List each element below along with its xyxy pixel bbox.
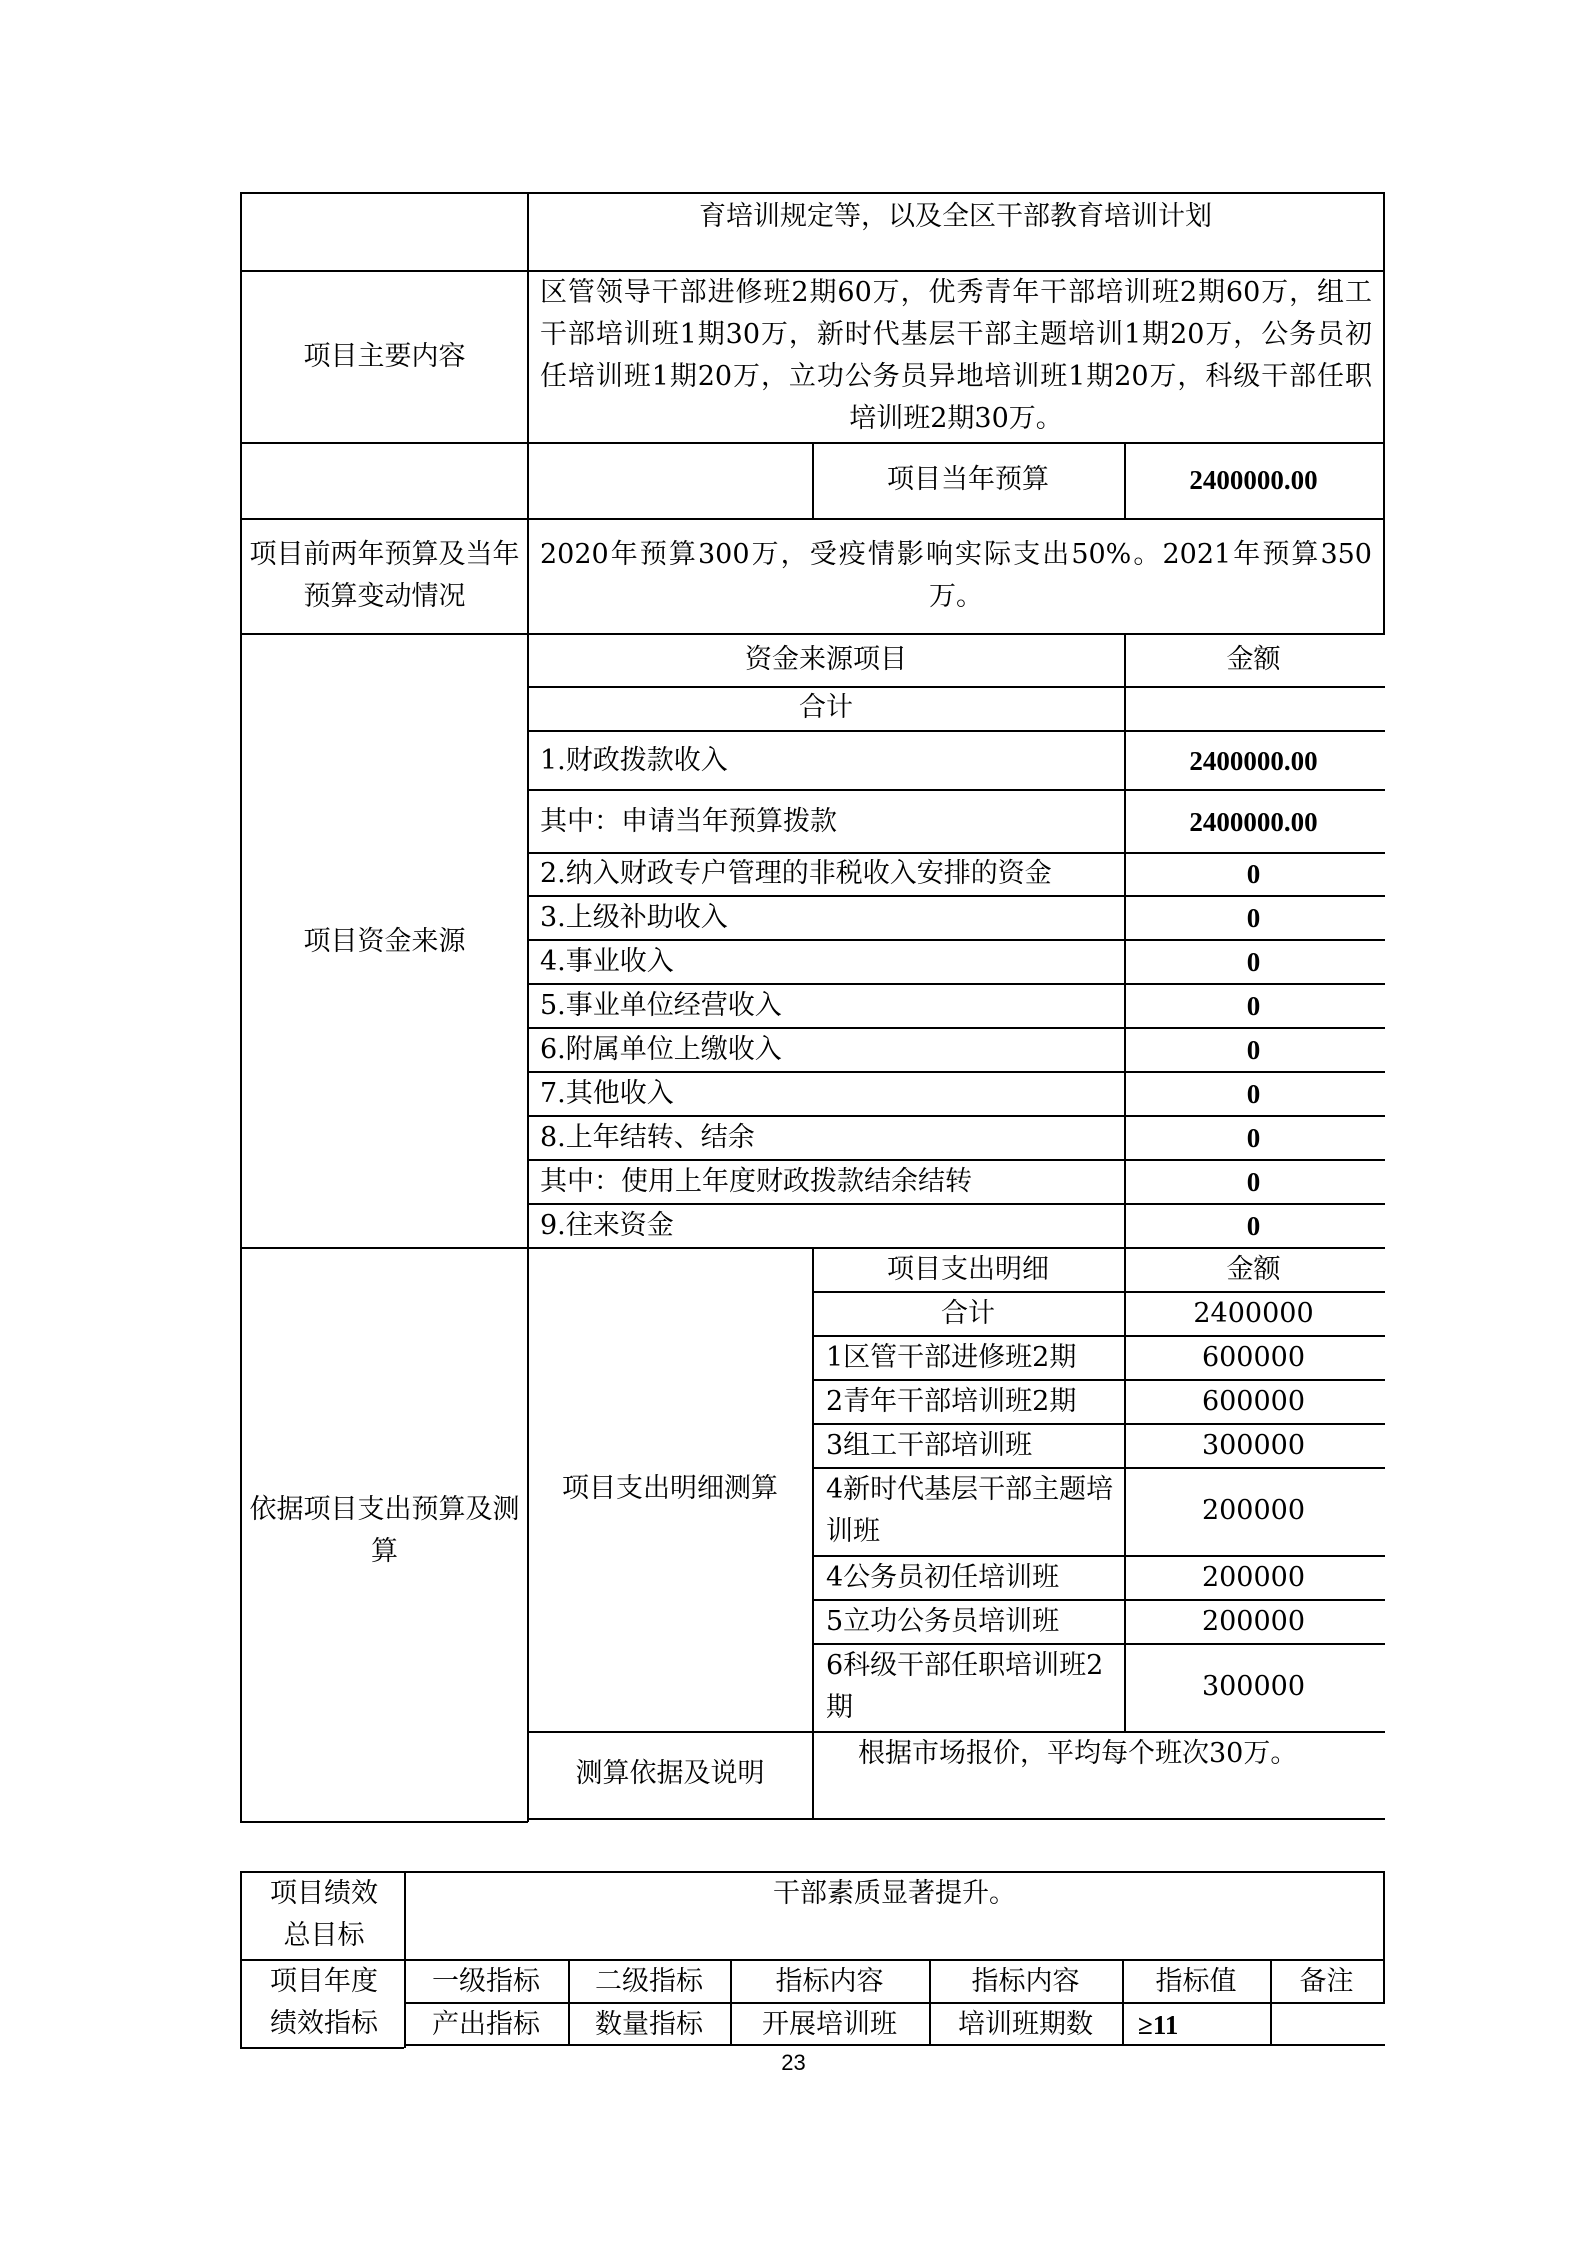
expense-row-value: 200000 (1201, 1606, 1306, 1637)
perf-header-content-2: 指标内容 (971, 1966, 1080, 1997)
fund-source-row-value: 0 (1246, 1123, 1261, 1153)
fund-source-row-value: 0 (1246, 1035, 1261, 1065)
expense-row-value: 300000 (1201, 1430, 1306, 1461)
expense-detail-label: 项目支出明细测算 (562, 1473, 778, 1504)
fund-source-row-label: 6.附属单位上缴收入 (540, 1034, 782, 1065)
expense-row-value: 600000 (1201, 1342, 1306, 1373)
fund-source-row-label: 4.事业收入 (540, 946, 674, 977)
perf-indicator-label: 项目年度绩效指标 (270, 1966, 378, 2039)
fund-source-row-label: 其中：申请当年预算拨款 (540, 806, 837, 837)
fund-source-row-label: 1.财政拨款收入 (540, 745, 728, 776)
perf-header-remark: 备注 (1299, 1966, 1354, 1997)
fund-source-row-label: 3.上级补助收入 (540, 902, 728, 933)
perf-cell-content-2: 培训班期数 (958, 2009, 1093, 2040)
perf-goal-text: 干部素质显著提升。 (773, 1878, 1016, 1909)
perf-header-value: 指标值 (1155, 1966, 1237, 1997)
expense-row-label: 2青年干部培训班2期 (826, 1386, 1077, 1417)
main-content-text: 区管领导干部进修班2期60万，优秀青年干部培训班2期60万，组工干部培训班1期30万，新时代基层干部主题培训1期20万，公务员初任培训班1期20万，立功公务员异地培训班1期20万，科级干部任职培训班2期30万。 (540, 277, 1372, 434)
expense-basis-label: 依据项目支出预算及测算 (249, 1494, 520, 1567)
fund-source-row-label: 8.上年结转、结余 (540, 1122, 755, 1153)
expense-total-value: 2400000 (1193, 1298, 1314, 1329)
fund-source-label: 项目资金来源 (303, 926, 466, 957)
expense-row-label: 4公务员初任培训班 (826, 1562, 1060, 1593)
prev-budget-label: 项目前两年预算及当年预算变动情况 (249, 539, 520, 612)
expense-row-label: 1区管干部进修班2期 (826, 1342, 1077, 1373)
perf-cell-content: 开展培训班 (762, 2009, 897, 2040)
main-content-label: 项目主要内容 (303, 341, 466, 372)
calc-basis-label: 测算依据及说明 (575, 1758, 765, 1789)
fund-source-row-value: 0 (1246, 859, 1261, 889)
fund-source-total-label: 合计 (799, 692, 853, 723)
calc-basis-text: 根据市场报价，平均每个班次30万。 (858, 1738, 1298, 1769)
perf-header-level1: 一级指标 (432, 1966, 540, 1997)
perf-cell-value: ≥11 (1138, 2010, 1179, 2040)
budget-label: 项目当年预算 (887, 464, 1049, 495)
expense-row-value: 200000 (1201, 1495, 1306, 1526)
expense-row-value: 600000 (1201, 1386, 1306, 1417)
fund-source-header-amount: 金额 (1226, 644, 1281, 675)
budget-value: 2400000.00 (1189, 465, 1318, 495)
expense-header-amount: 金额 (1226, 1254, 1281, 1285)
perf-cell-level2: 数量指标 (595, 2009, 703, 2040)
perf-header-content: 指标内容 (775, 1966, 884, 1997)
fund-source-row-label: 2.纳入财政专户管理的非税收入安排的资金 (540, 858, 1052, 889)
fund-source-row-label: 7.其他收入 (540, 1078, 674, 1109)
perf-goal-label: 项目绩效总目标 (270, 1878, 378, 1951)
fund-source-row-value: 0 (1246, 991, 1261, 1021)
fund-source-row-value: 0 (1246, 1079, 1261, 1109)
prev-budget-text: 2020年预算300万，受疫情影响实际支出50%。2021年预算350万。 (540, 539, 1372, 612)
expense-row-label: 6科级干部任职培训班2期 (826, 1650, 1104, 1723)
expense-row-label: 3组工干部培训班 (826, 1430, 1033, 1461)
perf-header-level2: 二级指标 (595, 1966, 703, 1997)
expense-header-item: 项目支出明细 (887, 1254, 1049, 1285)
fund-source-row-label: 9.往来资金 (540, 1210, 674, 1241)
fund-source-row-value: 0 (1246, 903, 1261, 933)
expense-total-label: 合计 (941, 1298, 995, 1329)
expense-row-label: 5立功公务员培训班 (826, 1606, 1060, 1637)
expense-row-label: 4新时代基层干部主题培训班 (826, 1474, 1114, 1547)
fund-source-row-label: 其中：使用上年度财政拨款结余结转 (540, 1166, 972, 1197)
fund-source-row-value: 0 (1246, 947, 1261, 977)
expense-row-value: 300000 (1201, 1671, 1306, 1702)
fund-source-row-value: 2400000.00 (1189, 807, 1318, 837)
fund-source-row-value: 0 (1246, 1167, 1261, 1197)
page-number: 23 (781, 2050, 806, 2075)
expense-row-value: 200000 (1201, 1562, 1306, 1593)
fund-source-row-value: 2400000.00 (1189, 746, 1318, 776)
fund-source-header-item: 资金来源项目 (745, 644, 907, 675)
plan-continuation-text: 育培训规定等，以及全区干部教育培训计划 (699, 201, 1212, 232)
fund-source-row-label: 5.事业单位经营收入 (540, 990, 782, 1021)
perf-cell-level1: 产出指标 (432, 2009, 540, 2040)
fund-source-row-value: 0 (1246, 1211, 1261, 1241)
